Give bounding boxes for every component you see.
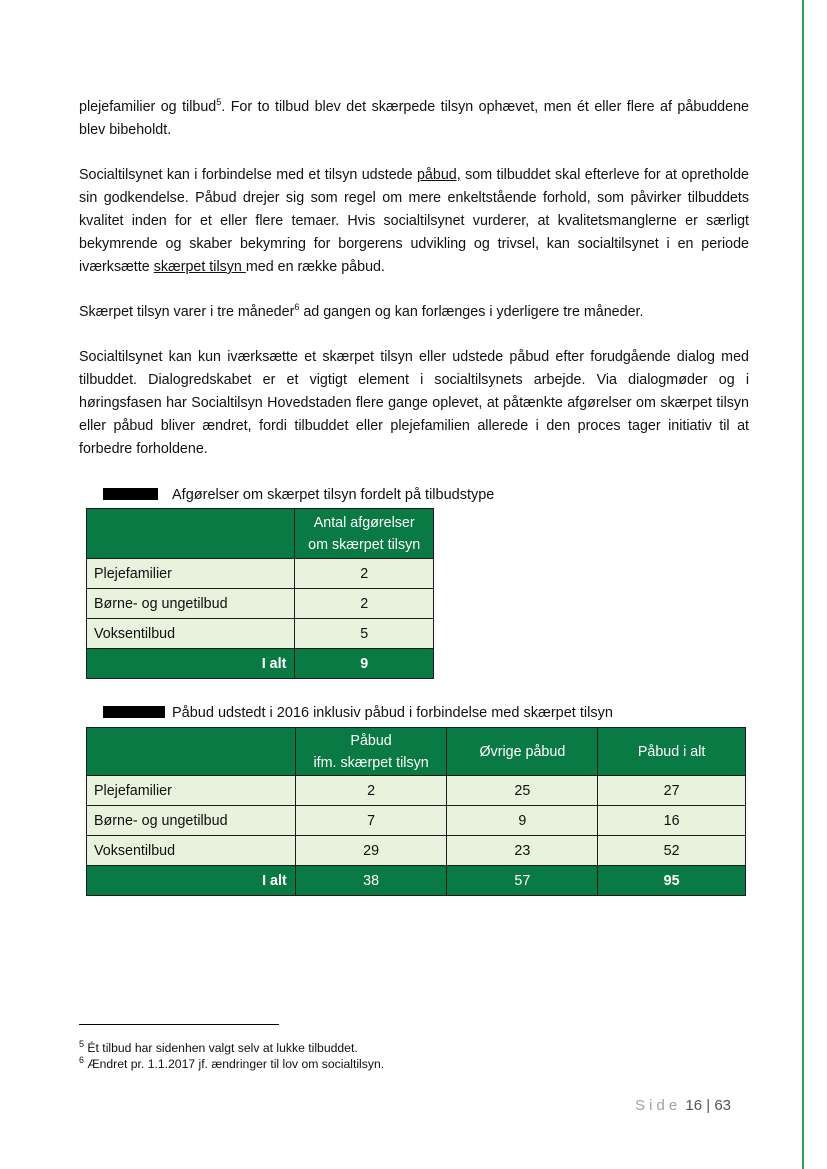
table2-total-row: I alt 38 57 95 bbox=[87, 866, 746, 896]
table-number-box bbox=[103, 488, 158, 500]
link-skaerpet-tilsyn[interactable]: skærpet tilsyn bbox=[153, 259, 246, 275]
table-number-box bbox=[103, 706, 165, 718]
footnote-separator bbox=[79, 1024, 279, 1025]
table2-header-pabud-ifm: Påbud ifm. skærpet tilsyn bbox=[295, 728, 447, 776]
table1-header-antal: Antal afgørelser om skærpet tilsyn bbox=[295, 509, 434, 559]
table-afgorelser bbox=[86, 508, 434, 679]
table1-total-row: I alt 9 bbox=[87, 649, 434, 679]
footnote-6: $^6$ Ændret pr. 1.1.2017 jf. ændringer til lov om socialtilsyn. bbox=[79, 1054, 385, 1071]
paragraph-4: Socialtilsynet kan kun iværksætte et skærpet tilsyn eller udstede påbud efter forudgående dialog med tilbuddet. Dialogredskabet er et vigtigt element i socialtilsynets arbejde. Via dialogmøder og i høringsfasen har Socialtilsyn Hovedstaden flere gange oplevet, at påtænkte afgørelser om skærpet tilsyn eller påbud bliver ændret, fordi tilbuddet eller plejefamilien allerede i den proces tager initiativ til at forbedre forholdene. bbox=[79, 349, 749, 457]
paragraph-2: Socialtilsynet kan i forbindelse med et tilsyn udstede påbud, som tilbuddet skal efterleve for at opretholde sin godkendelse. Påbud drejer sig som regel om mere enkeltstående forhold, som påvirker tilbuddets kvalitet inden for et eller flere temaer. Hvis socialtilsynet vurderer, at kvalitetsmanglerne er særligt bekymrende og skaber bekymring for borgerens udvikling og trivsel, kan socialtilsynet i en periode iværksætte skærpet tilsyn med en række påbud. bbox=[79, 167, 749, 275]
page-number: Side 16 | 63 bbox=[635, 1097, 731, 1114]
paragraph-3: Skærpet tilsyn varer i tre måneder$^6$ ad gangen og kan forlænges i yderligere tre måneder. bbox=[79, 302, 644, 320]
table-row: Plejefamilier 2 25 27 bbox=[87, 776, 746, 806]
page-edge-rule bbox=[802, 0, 804, 1169]
table-row: Voksentilbud 29 23 52 bbox=[87, 836, 746, 866]
table1-corner bbox=[87, 509, 295, 559]
footnote-5: $^5$ Ét tilbud har sidenhen valgt selv at lukke tilbuddet. bbox=[79, 1038, 358, 1055]
table-row: Voksentilbud 5 bbox=[87, 619, 434, 649]
table-row: Plejefamilier 2 bbox=[87, 559, 434, 589]
table-row: Børne- og ungetilbud 2 bbox=[87, 589, 434, 619]
footnote-ref-5[interactable]: 5 bbox=[216, 97, 222, 108]
table1-caption: Afgørelser om skærpet tilsyn fordelt på tilbudstype bbox=[103, 486, 494, 504]
paragraph-1: plejefamilier og tilbud$^5$. For to tilbud blev det skærpede tilsyn ophævet, men ét eller flere af påbuddene blev bibeholdt. bbox=[79, 97, 749, 138]
table-pabud bbox=[86, 727, 746, 896]
link-pabud[interactable]: påbud, bbox=[416, 167, 461, 183]
table2-header-ovrige: Øvrige påbud bbox=[447, 728, 598, 776]
table2-header-i-alt: Påbud i alt bbox=[598, 728, 746, 776]
table2-caption: Påbud udstedt i 2016 inklusiv påbud i forbindelse med skærpet tilsyn bbox=[103, 704, 613, 722]
body-content bbox=[79, 96, 749, 461]
table-row: Børne- og ungetilbud 7 9 16 bbox=[87, 806, 746, 836]
table2-corner bbox=[87, 728, 296, 776]
footnote-ref-6[interactable]: 6 bbox=[294, 302, 300, 313]
footnotes bbox=[79, 1040, 384, 1072]
